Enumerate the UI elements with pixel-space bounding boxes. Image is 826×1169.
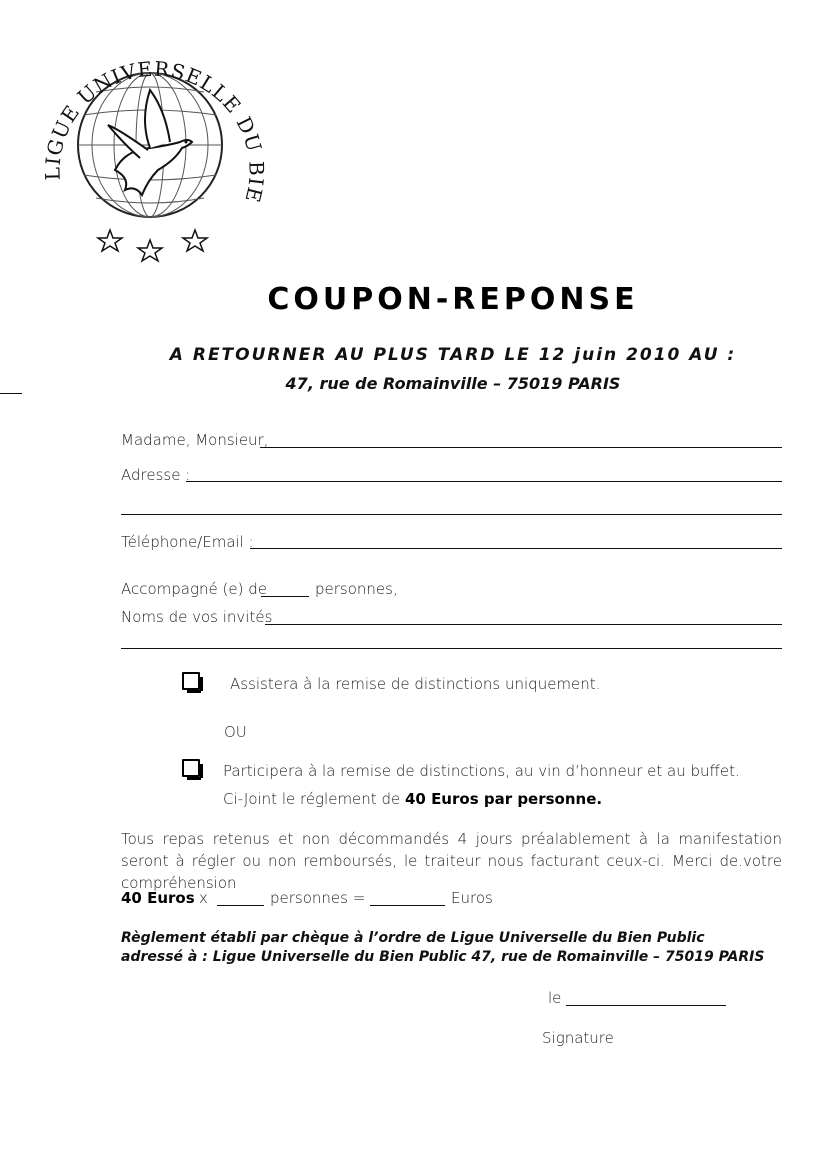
margin-mark — [0, 393, 22, 394]
date-label: le — [548, 989, 562, 1007]
address-label: Adresse : — [121, 466, 191, 484]
logo-text: LIGUE UNIVERSELLE DU BIE — [40, 56, 269, 206]
page-title: COUPON-REPONSE — [267, 282, 639, 317]
logo — [30, 30, 270, 270]
or-label: OU — [224, 723, 247, 741]
accompanied-suffix: personnes, — [315, 580, 398, 598]
payment-prefix: Ci-Joint le réglement de — [223, 790, 401, 808]
payment-instructions-line1: Règlement établi par chèque à l’ordre de Ligue Universelle du Bien Public — [121, 930, 705, 946]
currency-label: Euros — [451, 889, 493, 907]
times-label: x — [199, 889, 208, 907]
payment-note — [223, 790, 602, 808]
salutation-field[interactable] — [260, 447, 782, 448]
guests-field-line2[interactable] — [121, 648, 782, 649]
address-field[interactable] — [186, 481, 782, 482]
phone-email-label: Téléphone/Email : — [121, 533, 254, 551]
option2-label: Participera à la remise de distinctions, au vin d’honneur et au buffet. — [223, 762, 740, 780]
star-icons — [98, 230, 207, 261]
option2-checkbox[interactable] — [182, 759, 200, 777]
address-field-line2[interactable] — [121, 514, 782, 515]
persons-equals-label: personnes = — [270, 889, 366, 907]
return-address: 47, rue de Romainville – 75019 PARIS — [285, 374, 621, 393]
phone-email-field[interactable] — [250, 548, 782, 549]
date-field[interactable] — [566, 1005, 726, 1006]
option1-checkbox[interactable] — [182, 672, 200, 690]
persons-count-field[interactable] — [217, 905, 264, 906]
payment-amount: 40 Euros par personne. — [404, 790, 603, 808]
option1-label: Assistera à la remise de distinctions uniquement. — [230, 675, 601, 693]
accompanied-label: Accompagné (e) de — [121, 580, 267, 598]
cancellation-notice: Tous repas retenus et non décommandés 4 jours préalablement à la manifestation seront à régler ou non remboursés, le traiteur nous facturant ceux-ci. Merci de.votre compréhension — [121, 830, 782, 892]
total-field[interactable] — [370, 905, 445, 906]
salutation-label: Madame, Monsieur, — [121, 431, 269, 449]
guests-label: Noms de vos invités — [121, 608, 273, 626]
price-label: 40 Euros — [121, 889, 195, 907]
accompanied-count-field[interactable] — [261, 596, 309, 597]
return-deadline: A RETOURNER AU PLUS TARD LE 12 juin 2010 AU : — [169, 345, 737, 365]
payment-instructions-line2: adressé à : Ligue Universelle du Bien Public 47, rue de Romainville – 75019 PARIS — [121, 949, 765, 965]
guests-field[interactable] — [265, 624, 782, 625]
signature-label: Signature — [542, 1029, 614, 1047]
logo-seal-icon — [30, 30, 270, 270]
